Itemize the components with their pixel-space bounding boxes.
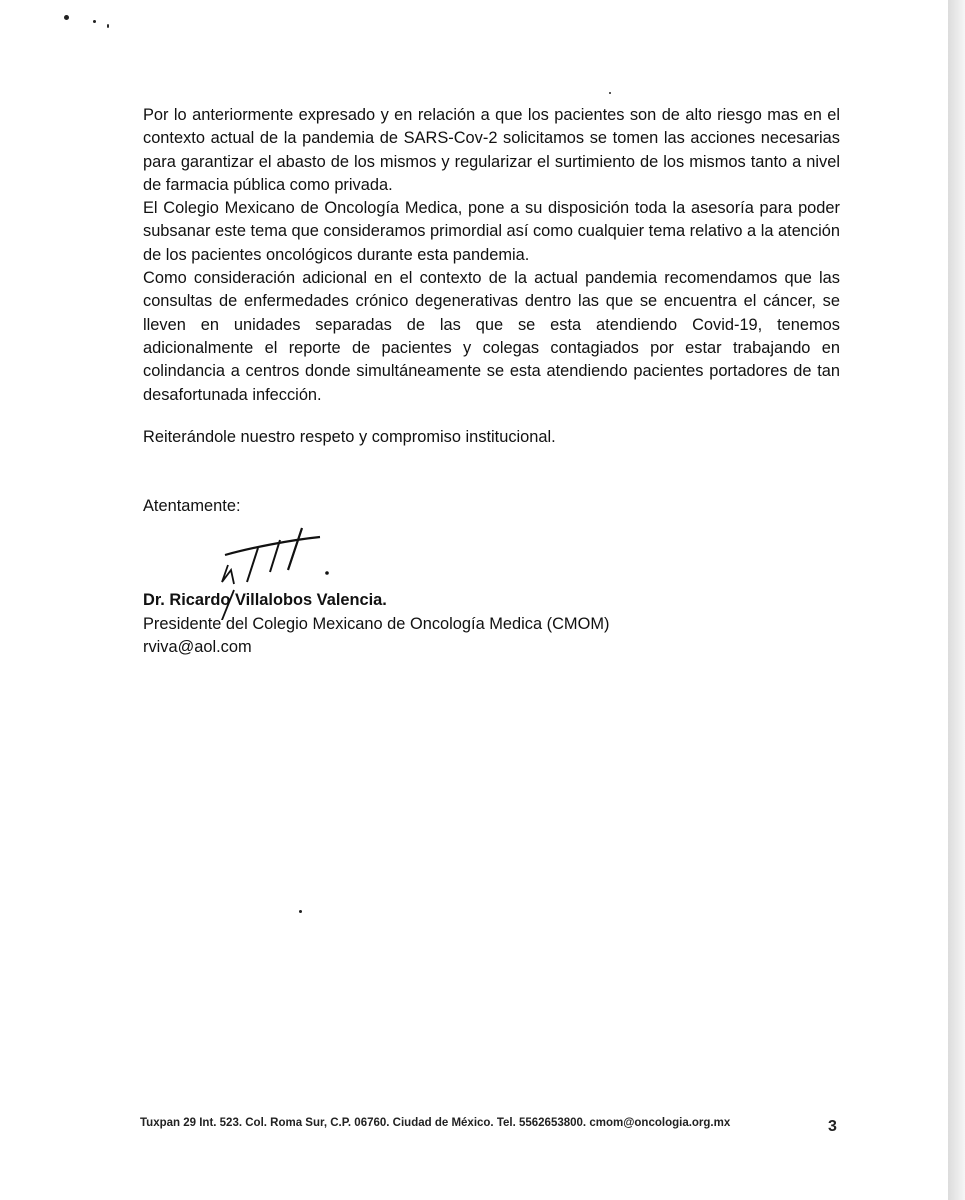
scan-speck [107,24,109,28]
scan-speck [64,15,69,20]
paragraph: El Colegio Mexicano de Oncología Medica, pone a su disposición toda la asesoría para poder subsanar este tema que consideramos primordial así como cualquier tema relativo a la atención de los pacientes oncológicos durante esta pandemia. [143,199,840,264]
scan-speck [299,910,302,913]
page-edge-shadow [948,0,965,1200]
footer-address: Tuxpan 29 Int. 523. Col. Roma Sur, C.P. 06760. Ciudad de México. Tel. 5562653800. cmom@oncologia.org.mx [140,1117,731,1129]
page-number: 3 [828,1118,837,1135]
salutation: Atentamente: [143,497,241,515]
signature-block [143,589,609,660]
letter-body [143,104,840,407]
scan-speck [93,20,96,23]
signer-title: Presidente del Colegio Mexicano de Oncología Medica (CMOM) [143,614,610,633]
closing-line: Reiterándole nuestro respeto y compromiso institucional. [143,428,556,446]
paragraph: Por lo anteriormente expresado y en relación a que los pacientes son de alto riesgo mas en el contexto actual de la pandemia de SARS-Cov-2 solicitamos se tomen las acciones necesarias para garantizar el abasto de los mismos y regularizar el surtimiento de los mismos tanto a nivel de farmacia pública como privada. [143,106,840,194]
signer-name: Dr. Ricardo Villalobos Valencia. [143,591,387,609]
signer-email: rviva@aol.com [143,638,252,657]
scan-speck [609,92,611,94]
paragraph: Como consideración adicional en el contexto de la actual pandemia recomendamos que las consultas de enfermedades crónico degenerativas dentro las que se encuentra el cáncer, se lleven en unidades separadas de las que se esta atendiendo Covid-19, tenemos adicionalmente el reporte de pacientes y colegas contagiados por estar trabajando en colindancia a centros donde simultáneamente se esta atendiendo pacientes portadores de tan desafortunada infección. [143,269,840,404]
